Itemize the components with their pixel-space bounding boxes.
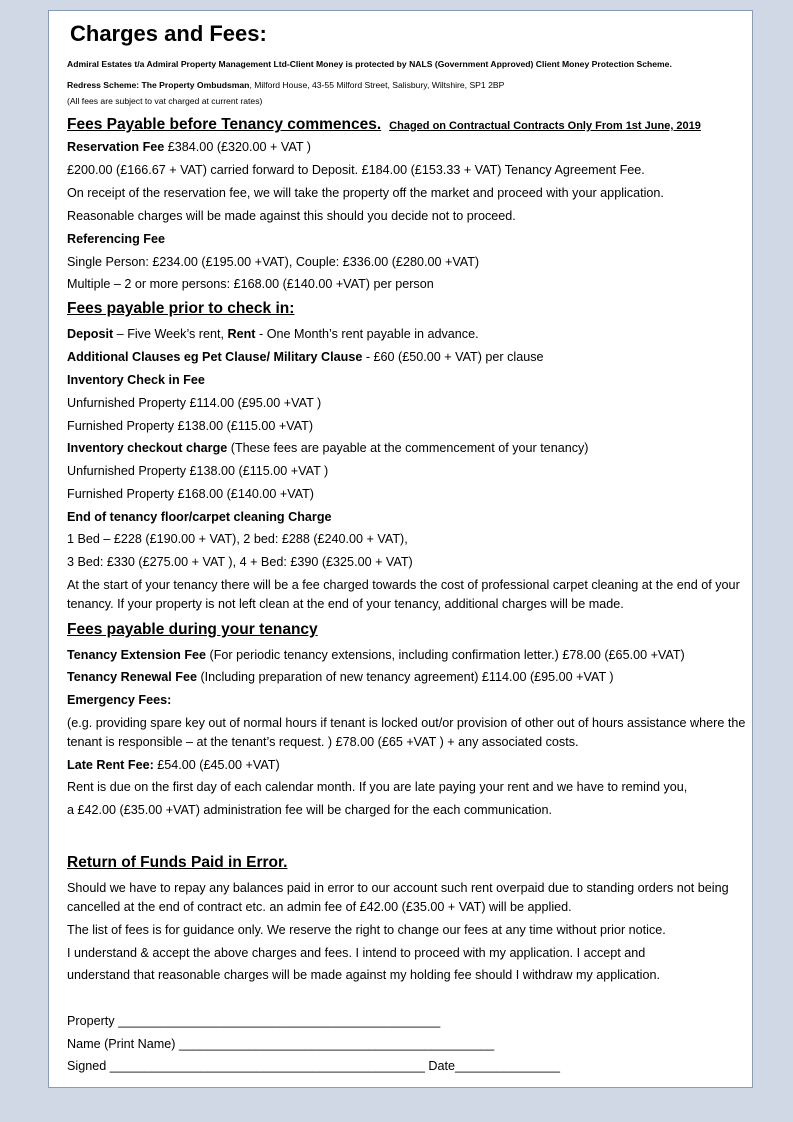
cleaning-charge-label: End of tenancy floor/carpet cleaning Charge (67, 510, 332, 524)
heading-before-tenancy (67, 115, 701, 136)
cleaning-line-2: 3 Bed: £330 (£275.00 + VAT ), 4 + Bed: £390 (£325.00 + VAT) (67, 555, 413, 569)
heading-before-tenancy-text: Fees Payable before Tenancy commences. (67, 116, 382, 133)
acceptance-line-2: understand that reasonable charges will be made against my holding fee should I withdraw my application. (67, 968, 660, 982)
page-title: Charges and Fees: (70, 21, 267, 46)
reservation-note-1: On receipt of the reservation fee, we will take the property off the market and proceed with your application. (67, 186, 664, 200)
heading-during-tenancy: Fees payable during your tenancy (67, 621, 318, 638)
renewal-fee-text: (Including preparation of new tenancy agreement) £114.00 (£95.00 +VAT ) (196, 670, 614, 684)
late-rent-note-1: Rent is due on the first day of each calendar month. If you are late paying your rent and we have to remind you, (67, 780, 688, 794)
late-rent-fee-label: Late Rent Fee: (67, 758, 154, 772)
client-money-statement: Admiral Estates t/a Admiral Property Management Ltd-Client Money is protected by NALS (Government Approved) Client Money Protection Scheme. (67, 59, 672, 69)
reservation-fee (67, 139, 311, 156)
inventory-checkout-note: (These fees are payable at the commencement of your tenancy) (227, 441, 589, 455)
vat-note: (All fees are subject to vat charged at current rates) (67, 96, 263, 106)
referencing-multiple: Multiple – 2 or more persons: £168.00 (£140.00 +VAT) per person (67, 277, 434, 291)
inventory-out-unfurnished: Unfurnished Property £138.00 (£115.00 +VAT ) (67, 464, 329, 478)
extension-fee-text: (For periodic tenancy extensions, including confirmation letter.) £78.00 (£65.00 +VAT) (206, 648, 685, 662)
renewal-fee (67, 669, 614, 686)
redress-scheme (67, 79, 504, 91)
signature-date-field[interactable]: Signed _____________________________________________ Date_______________ (67, 1059, 561, 1073)
late-rent-fee-text: £54.00 (£45.00 +VAT) (153, 758, 280, 772)
reservation-fee-label: Reservation Fee (67, 140, 165, 154)
contract-note: Chaged on Contractual Contracts Only From 1st June, 2019 (389, 120, 701, 132)
inventory-in-unfurnished: Unfurnished Property £114.00 (£95.00 +VAT ) (67, 396, 322, 410)
late-rent-fee (67, 757, 280, 774)
property-field[interactable]: Property ______________________________________________ (67, 1014, 441, 1028)
extension-fee (67, 647, 685, 664)
return-of-funds-text: Should we have to repay any balances paid in error to our account such rent overpaid due to standing orders not being cancelled at the end of contract etc. an admin fee of £42.00 (£35.00 + VAT) will be applied. (67, 881, 729, 914)
redress-scheme-address: , Milford House, 43-55 Milford Street, Salisbury, Wiltshire, SP1 2BP (249, 80, 505, 90)
guidance-note: The list of fees is for guidance only. We reserve the right to change our fees at any time without prior notice. (67, 923, 666, 937)
inventory-check-in-label: Inventory Check in Fee (67, 373, 205, 387)
rent-text: - One Month’s rent payable in advance. (255, 327, 479, 341)
reservation-split: £200.00 (£166.67 + VAT) carried forward to Deposit. £184.00 (£153.33 + VAT) Tenancy Agreement Fee. (67, 163, 645, 177)
heading-return-of-funds: Return of Funds Paid in Error. (67, 854, 288, 871)
cleaning-line-1: 1 Bed – £228 (£190.00 + VAT), 2 bed: £288 (£240.00 + VAT), (67, 532, 408, 546)
referencing-single-couple: Single Person: £234.00 (£195.00 +VAT), Couple: £336.00 (£280.00 +VAT) (67, 255, 480, 269)
redress-scheme-label: Redress Scheme: The Property Ombudsman (67, 80, 250, 90)
additional-clauses-text: - £60 (£50.00 + VAT) per clause (362, 350, 544, 364)
renewal-fee-label: Tenancy Renewal Fee (67, 670, 197, 684)
rent-label: Rent (227, 327, 256, 341)
additional-clauses-label: Additional Clauses eg Pet Clause/ Military Clause (67, 350, 363, 364)
inventory-checkout (67, 440, 589, 457)
emergency-fees-label: Emergency Fees: (67, 693, 172, 707)
document-page (48, 10, 753, 1088)
additional-clauses (67, 349, 544, 366)
deposit-rent (67, 326, 479, 343)
referencing-fee-label: Referencing Fee (67, 232, 165, 246)
acceptance-line-1: I understand & accept the above charges and fees. I intend to proceed with my application. I accept and (67, 946, 646, 960)
print-name-field[interactable]: Name (Print Name) _____________________________________________ (67, 1037, 495, 1051)
reservation-note-2: Reasonable charges will be made against this should you decide not to proceed. (67, 209, 516, 223)
late-rent-note-2: a £42.00 (£35.00 +VAT) administration fee will be charged for the each communication. (67, 803, 553, 817)
inventory-in-furnished: Furnished Property £138.00 (£115.00 +VAT) (67, 419, 314, 433)
deposit-text: – Five Week’s rent, (113, 327, 228, 341)
reservation-fee-value: £384.00 (£320.00 + VAT ) (164, 140, 311, 154)
emergency-fees-text: (e.g. providing spare key out of normal hours if tenant is locked out/or provision of other out of hours assistance where the tenant is responsible – at the tenant’s request. ) £78.00 (£65 +VAT ) + any associated costs. (67, 716, 746, 749)
heading-prior-check-in: Fees payable prior to check in: (67, 300, 295, 317)
inventory-out-furnished: Furnished Property £168.00 (£140.00 +VAT) (67, 487, 315, 501)
cleaning-note: At the start of your tenancy there will be a fee charged towards the cost of professional carpet cleaning at the end of your tenancy. If your property is not left clean at the end of your tenancy, additional charges will be made. (67, 578, 740, 611)
deposit-label: Deposit (67, 327, 114, 341)
extension-fee-label: Tenancy Extension Fee (67, 648, 207, 662)
inventory-checkout-label: Inventory checkout charge (67, 441, 228, 455)
